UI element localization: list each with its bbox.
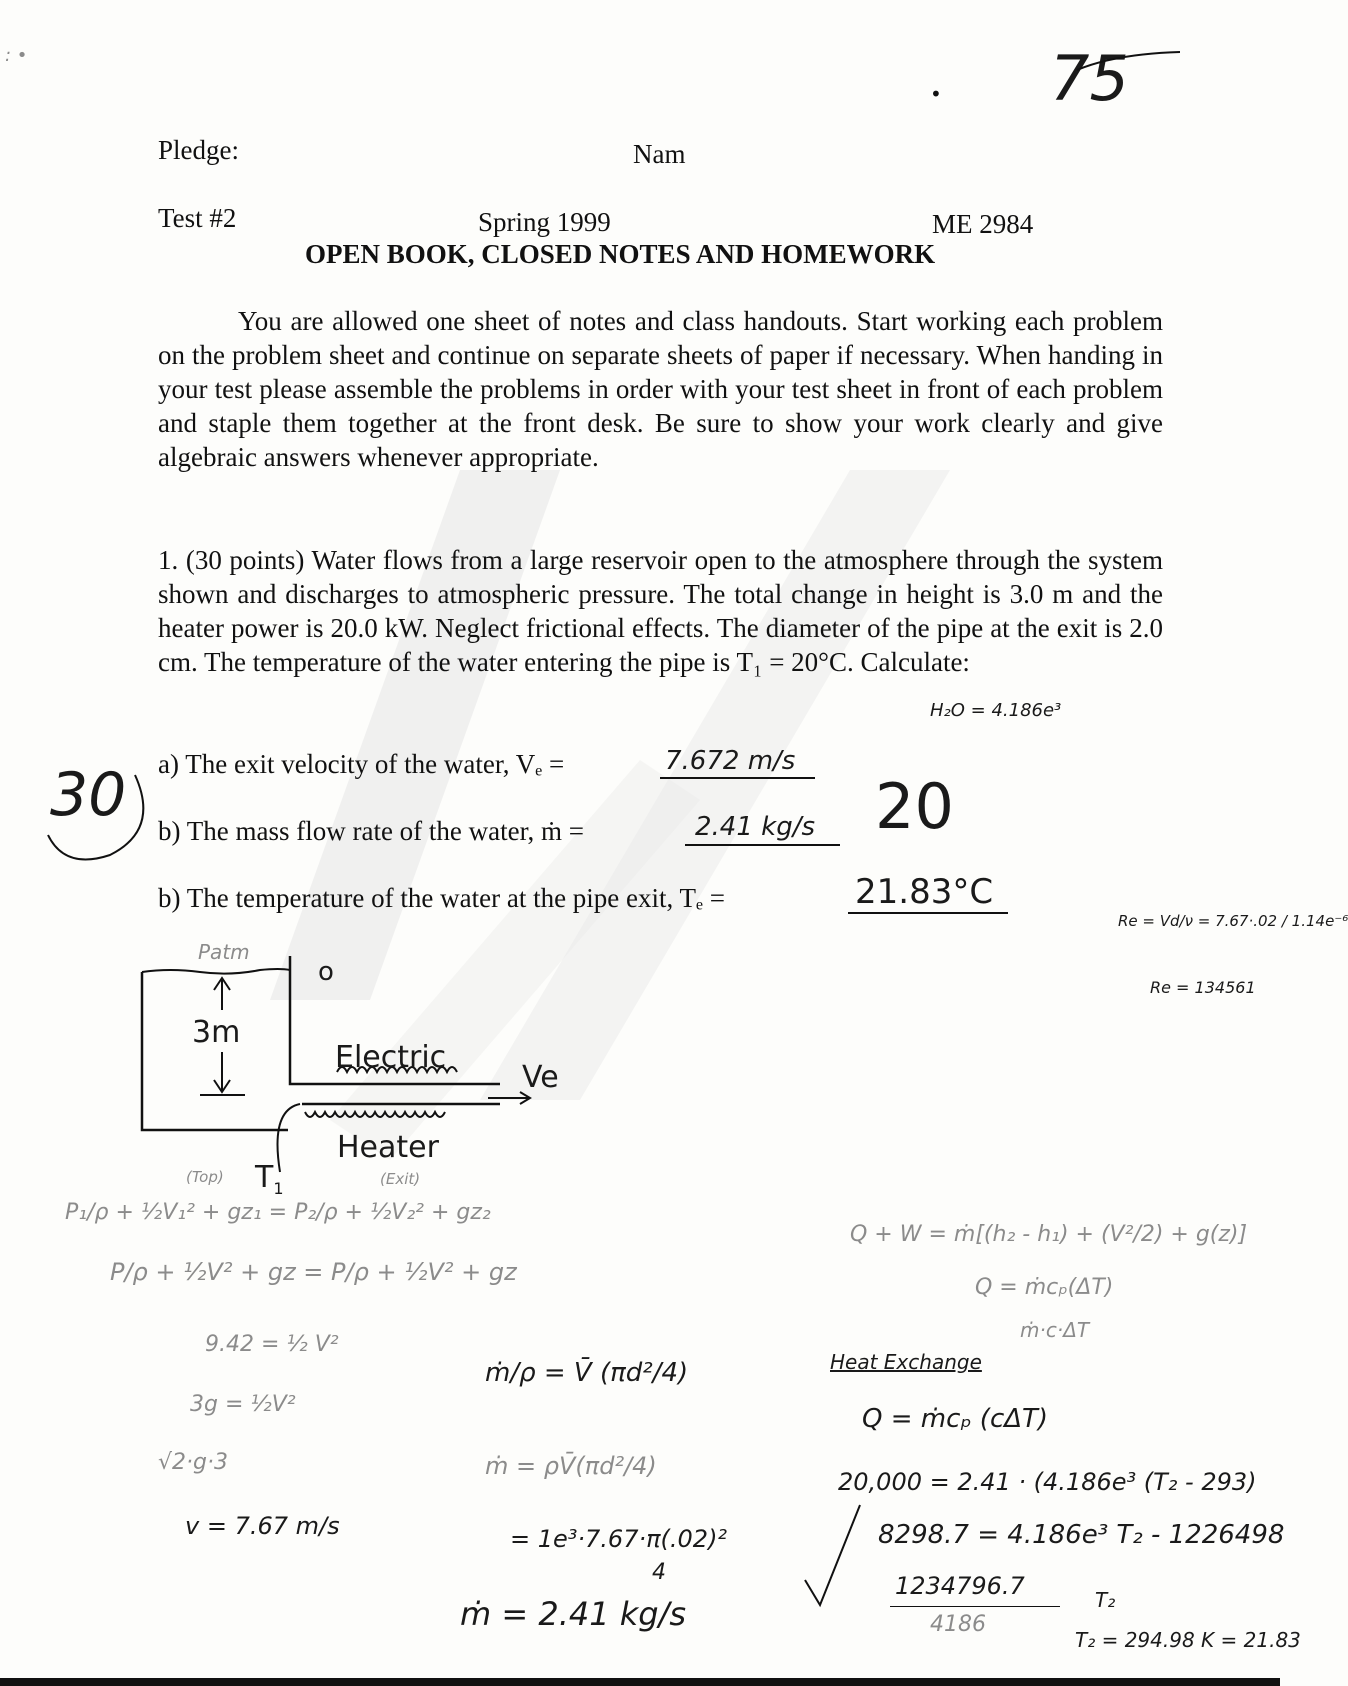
part-c-answer: 21.83°C: [855, 872, 994, 912]
electric-label: Electric: [335, 1040, 447, 1075]
scan-mark: : •: [5, 45, 28, 66]
heat-exchange-substitution: 20,000 = 2.41 · (4.186e³ (T₂ - 293): [838, 1468, 1257, 1496]
heat-exchange-numerator: 1234796.7: [895, 1572, 1025, 1600]
pledge-label: Pledge:: [158, 135, 239, 165]
reynolds-value: Re = 134561: [1150, 978, 1256, 997]
heat-equation: Q = ṁcₚ(ΔT): [975, 1275, 1114, 1300]
part-b-answer: 2.41 kg/s: [695, 812, 816, 842]
bernoulli-simplified: P/ρ + ½V² + gz = P/ρ + ½V² + gz: [110, 1258, 517, 1286]
problem-1-score: 30: [50, 760, 127, 830]
exit-temperature-symbol: T₂: [1095, 1588, 1116, 1612]
part-a-answer: 7.672 m/s: [665, 746, 796, 776]
exit-velocity-label: Ve: [522, 1060, 559, 1095]
atmospheric-pressure-label: Patm: [198, 940, 250, 964]
water-cp-note: H₂O = 4.186e³: [930, 700, 1062, 721]
score-circle: [40, 760, 150, 870]
mass-flow-result: ṁ = 2.41 kg/s: [460, 1595, 687, 1633]
part-c-answer-line: [848, 912, 1008, 914]
heat-exchange-equation: Q = ṁcₚ (cΔT): [862, 1404, 1049, 1434]
check-mark: [800, 1500, 870, 1610]
mass-flow-equation: ṁ/ρ = V̄ (πd²/4): [485, 1358, 689, 1388]
work-left-step-3: 9.42 = ½ V²: [205, 1332, 339, 1357]
part-a-answer-line: [660, 777, 815, 779]
heat-exchange-heading: Heat Exchange: [830, 1350, 982, 1374]
test-number: Test #2: [158, 203, 237, 233]
heat-exchange-rearranged: 8298.7 = 4.186e³ T₂ - 1226498: [878, 1520, 1285, 1550]
name-label: Nam: [633, 139, 686, 169]
mass-flow-rearranged: ṁ = ρV̄(πd²/4): [485, 1452, 657, 1480]
mass-flow-substitution: = 1e³·7.67·π(.02)²: [510, 1525, 728, 1553]
heat-exchange-denominator: 4186: [930, 1612, 986, 1637]
heat-equation-note: ṁ·c·ΔT: [1020, 1318, 1090, 1342]
work-left-step-4: 3g = ½V²: [190, 1392, 296, 1417]
part-c-label: b) The temperature of the water at the pipe exit, Tₑ =: [158, 883, 725, 913]
inlet-temperature-label: $T_1$: [255, 1160, 284, 1198]
point-o-label: o: [318, 957, 334, 987]
score-stroke: [1075, 48, 1185, 78]
part-score: 20: [875, 770, 954, 843]
course-code: ME 2984: [932, 209, 1034, 239]
top-label: (Top): [186, 1168, 224, 1186]
scan-mark: •: [930, 82, 942, 106]
total-score: 75: [1050, 42, 1129, 115]
part-b-answer-line: [685, 844, 840, 846]
height-label: 3m: [192, 1015, 241, 1050]
exit-temperature-result: T₂ = 294.98 K = 21.83: [1075, 1628, 1301, 1652]
work-left-step-5: √2·g·3: [158, 1450, 228, 1475]
part-b-label: b) The mass flow rate of the water, ṁ =: [158, 816, 585, 846]
instructions: You are allowed one sheet of notes and class handouts. Start working each problem on the problem sheet and continue on separate sheets of paper if necessary. When handing in your test please assemble the problems in order with your test sheet in front of each problem and staple them together at the front desk. Be sure to show your work clearly and give algebraic answers whenever appropriate.: [158, 306, 1163, 472]
term: Spring 1999: [478, 207, 611, 237]
part-a-label: a) The exit velocity of the water, Vₑ =: [158, 749, 565, 779]
exam-rules-title: OPEN BOOK, CLOSED NOTES AND HOMEWORK: [305, 239, 936, 269]
reynolds-note: Re = Vd/ν = 7.67·.02 / 1.14e⁻⁶: [1118, 912, 1348, 930]
work-left-velocity: v = 7.67 m/s: [185, 1512, 340, 1540]
mass-flow-denominator: 4: [652, 1560, 666, 1585]
fraction-bar: [890, 1606, 1060, 1607]
energy-equation: Q + W = ṁ[(h₂ - h₁) + (V²/2) + g(z)]: [850, 1222, 1248, 1247]
problem-1-text: 1. (30 points) Water flows from a large reservoir open to the atmosphere through the system shown and discharges to atmospheric pressure. The total change in height is 3.0 m and the heater power is 20.0 kW. Neglect frictional effects. The diameter of the pipe at the exit is 2.0 cm. The temperature of the water entering the pipe is T₁ = 20°C. Calculate:: [158, 545, 1163, 677]
exit-label: (Exit): [380, 1170, 421, 1188]
scan-edge: [0, 1678, 1280, 1686]
heater-label: Heater: [337, 1130, 439, 1165]
bernoulli-equation: P₁/ρ + ½V₁² + gz₁ = P₂/ρ + ½V₂² + gz₂: [65, 1200, 491, 1225]
